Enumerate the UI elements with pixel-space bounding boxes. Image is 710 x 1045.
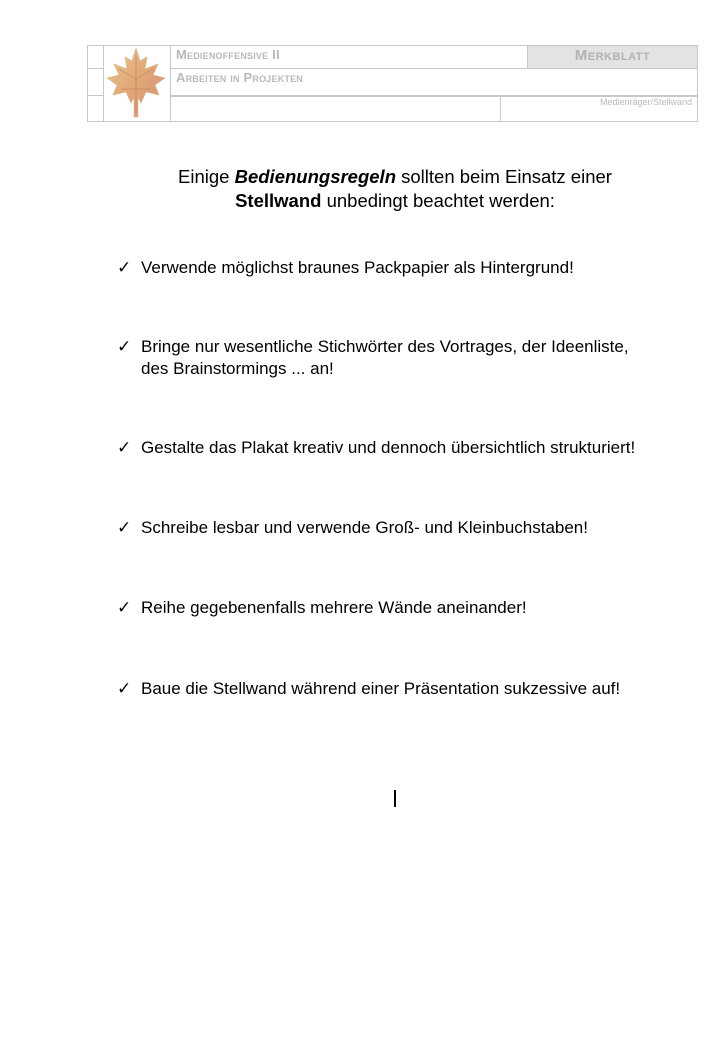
checkmark-icon: ✓ (117, 679, 132, 698)
checkmark-icon: ✓ (117, 337, 132, 356)
rule-text: Verwende möglichst braunes Packpapier als Hintergrund! (141, 258, 574, 277)
text-cursor (394, 790, 396, 807)
rule-text: Reihe gegebenenfalls mehrere Wände aneinander! (141, 598, 527, 617)
intro-line-1 (100, 165, 690, 189)
intro-line-2 (100, 189, 690, 213)
rule-text: Baue die Stellwand während einer Präsentation sukzessive auf! (141, 679, 621, 698)
maple-leaf-icon (103, 45, 169, 122)
document-header (87, 45, 698, 122)
intro-part-1: Einige (178, 166, 235, 187)
intro-part-3: unbedingt beachtet werden: (321, 190, 555, 211)
intro-emphasis-2: Stellwand (235, 190, 322, 211)
header-title: Medienoffensive II (176, 47, 280, 62)
intro-emphasis-1: Bedienungsregeln (234, 166, 396, 187)
header-border-left (87, 45, 88, 122)
checkmark-icon: ✓ (117, 258, 132, 277)
header-border-right (697, 45, 698, 122)
document-reference: Medienräger/Stellwand (599, 97, 692, 107)
header-subtitle: Arbeiten in Projekten (176, 70, 303, 85)
checkmark-icon: ✓ (117, 438, 132, 457)
rule-text: Schreibe lesbar und verwende Groß- und Kleinbuchstaben! (141, 518, 588, 537)
header-divider-v2 (170, 45, 171, 122)
rule-text: Bringe nur wesentliche Stichwörter des Vortrages, der Ideenliste, (141, 337, 629, 356)
merkblatt-label: Merkblatt (574, 47, 651, 64)
intro-text (100, 165, 690, 213)
rule-text-continued: des Brainstormings ... an! (141, 359, 334, 378)
checkmark-icon: ✓ (117, 518, 132, 537)
header-divider-h-left2 (87, 95, 104, 96)
checkmark-icon: ✓ (117, 598, 132, 617)
header-divider-v4 (500, 95, 501, 122)
intro-part-2: sollten beim Einsatz einer (396, 166, 612, 187)
header-divider-h-left1 (87, 68, 104, 69)
header-divider-h1 (170, 68, 698, 69)
rule-text: Gestalte das Plakat kreativ und dennoch übersichtlich strukturiert! (141, 438, 636, 457)
header-border-bottom (87, 121, 698, 122)
